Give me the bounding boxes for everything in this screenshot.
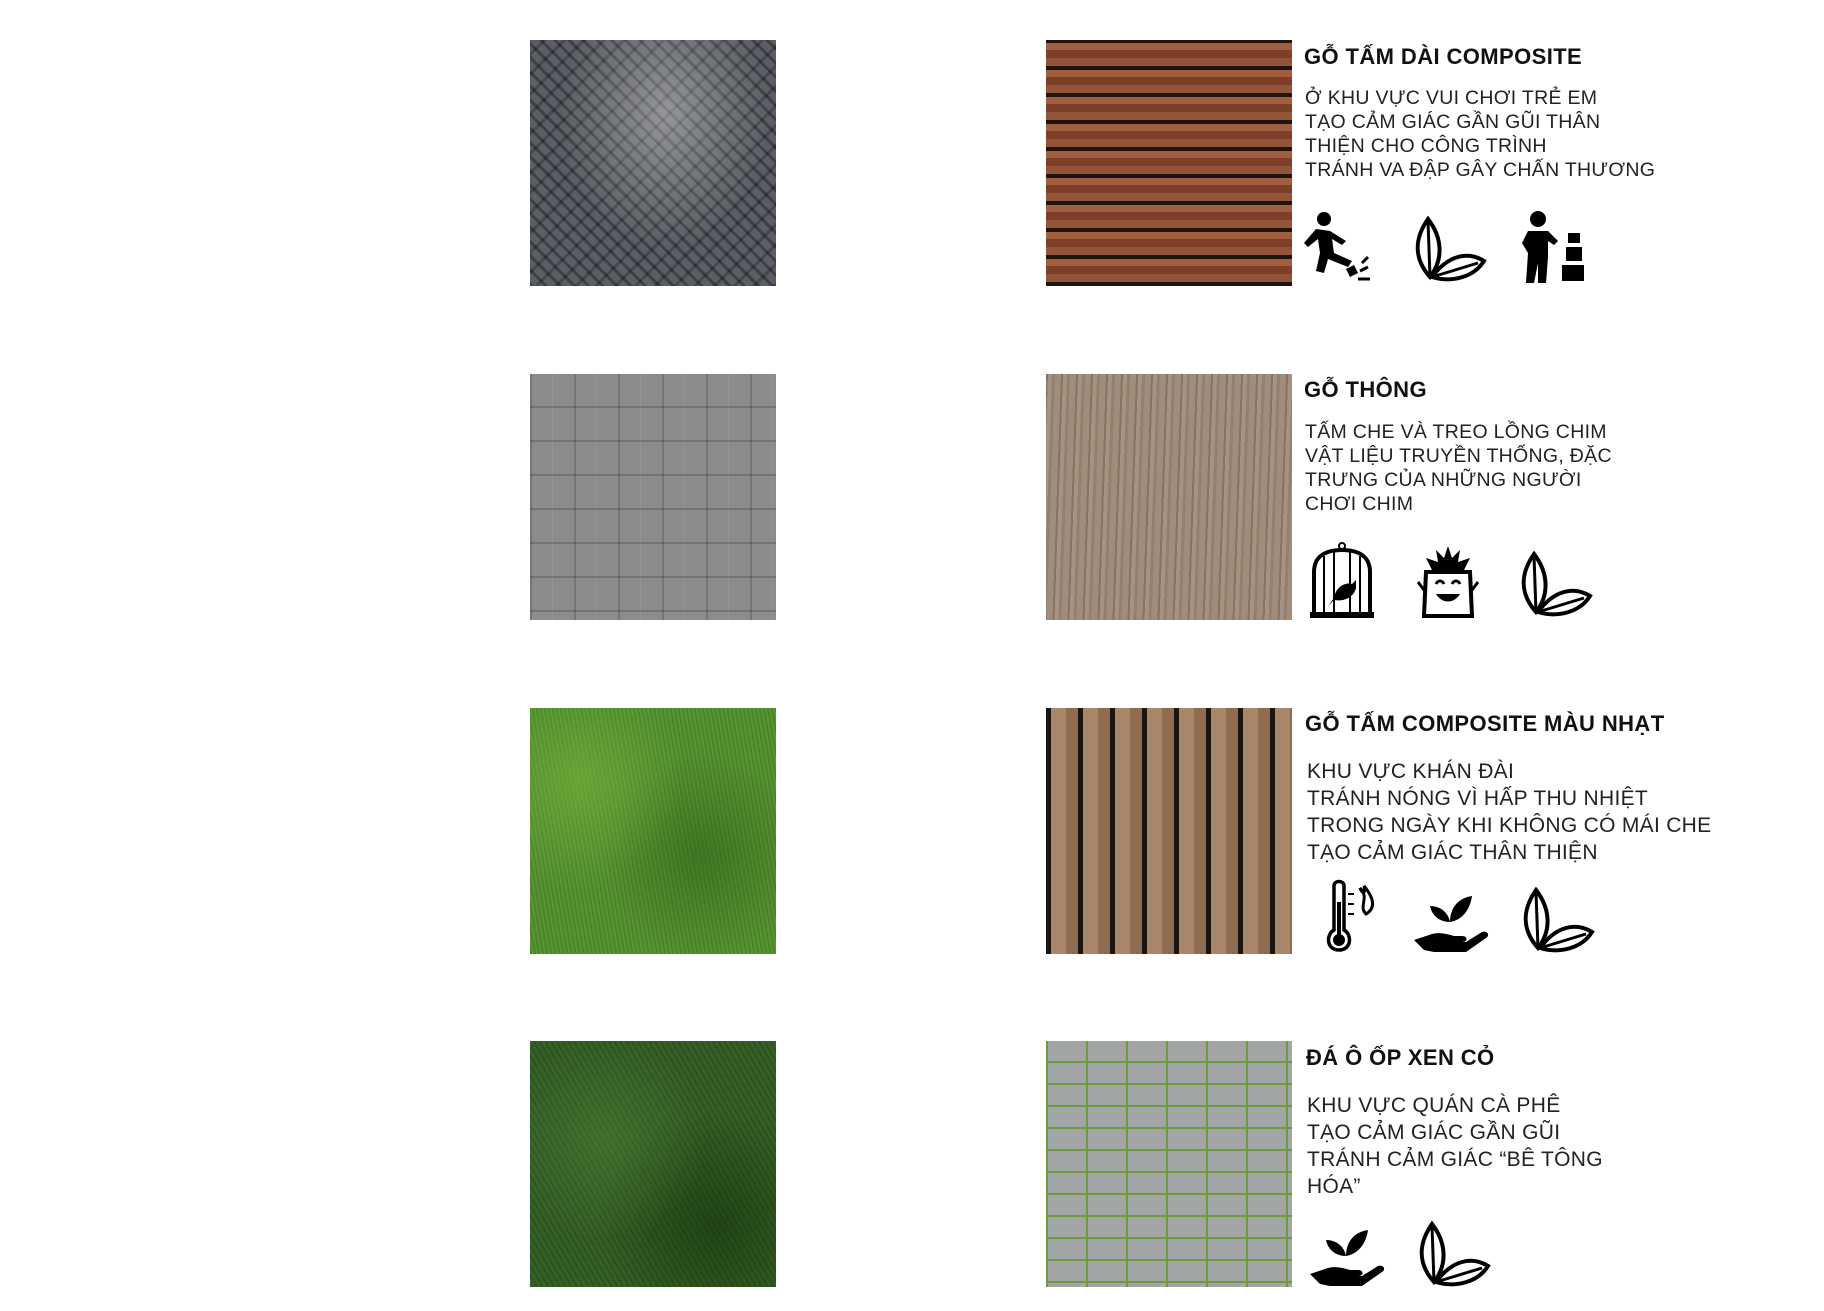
description-line: TRÁNH VA ĐẬP GÂY CHẤN THƯƠNG xyxy=(1305,159,1656,181)
description-line: Ở KHU VỰC VUI CHƠI TRẺ EM xyxy=(1305,87,1598,109)
description-line: TẠO CẢM GIÁC GẦN GŨI THÂN xyxy=(1305,111,1601,133)
child-blocks-icon xyxy=(1514,207,1594,287)
material-description xyxy=(1307,758,1711,866)
icon-row xyxy=(1304,876,1596,960)
heat-thermometer-icon xyxy=(1304,878,1384,958)
leaf-icon xyxy=(1408,207,1488,287)
description-line: THIỆN CHO CÔNG TRÌNH xyxy=(1305,135,1547,157)
description-line: KHU VỰC KHÁN ĐÀI xyxy=(1307,760,1515,783)
description-line: VẬT LIỆU TRUYỀN THỐNG, ĐẶC xyxy=(1305,445,1612,467)
material-description xyxy=(1307,1092,1603,1200)
description-line: TẠO CẢM GIÁC GẦN GŨI xyxy=(1307,1121,1561,1144)
hand-plant-icon xyxy=(1306,1212,1386,1292)
leaf-icon xyxy=(1516,878,1596,958)
description-line: TRƯNG CỦA NHỮNG NGƯỜI xyxy=(1305,469,1582,491)
slip-fall-icon xyxy=(1302,207,1382,287)
description-line: TRÁNH NÓNG VÌ HẤP THU NHIỆT xyxy=(1307,787,1649,810)
pine-wood-texture xyxy=(1046,374,1292,620)
short-grass-texture xyxy=(530,708,776,954)
material-description xyxy=(1305,86,1655,182)
light-wood-composite-texture xyxy=(1046,708,1292,954)
icon-row xyxy=(1302,540,1594,624)
material-title: GỖ TẤM DÀI COMPOSITE xyxy=(1304,44,1583,69)
description-line: HÓA” xyxy=(1307,1175,1361,1198)
icon-row xyxy=(1306,1210,1492,1294)
material-title: ĐÁ Ô ỐP XEN CỎ xyxy=(1306,1045,1495,1070)
material-title: GỖ THÔNG xyxy=(1304,377,1427,402)
description-line: CHƠI CHIM xyxy=(1305,493,1414,515)
description-line: TRONG NGÀY KHI KHÔNG CÓ MÁI CHE xyxy=(1307,814,1712,837)
hand-plant-icon xyxy=(1410,878,1490,958)
folk-mask-icon xyxy=(1408,542,1488,622)
icon-row xyxy=(1302,205,1594,289)
description-line: TẠO CẢM GIÁC THÂN THIỆN xyxy=(1307,841,1598,864)
bird-cage-icon xyxy=(1302,542,1382,622)
material-description xyxy=(1305,420,1612,516)
description-line: TRÁNH CẢM GIÁC “BÊ TÔNG xyxy=(1307,1148,1603,1171)
grass-paver-texture xyxy=(1046,1041,1292,1287)
description-line: TẤM CHE VÀ TREO LỒNG CHIM xyxy=(1305,421,1607,443)
metal-plate-texture xyxy=(530,40,776,286)
leaf-icon xyxy=(1514,542,1594,622)
description-line: KHU VỰC QUÁN CÀ PHÊ xyxy=(1307,1094,1561,1117)
stone-tile-texture xyxy=(530,374,776,620)
material-title: GỖ TẤM COMPOSITE MÀU NHẠT xyxy=(1305,711,1665,736)
dark-wood-composite-texture xyxy=(1046,40,1292,286)
tall-grass-texture xyxy=(530,1041,776,1287)
leaf-icon xyxy=(1412,1212,1492,1292)
